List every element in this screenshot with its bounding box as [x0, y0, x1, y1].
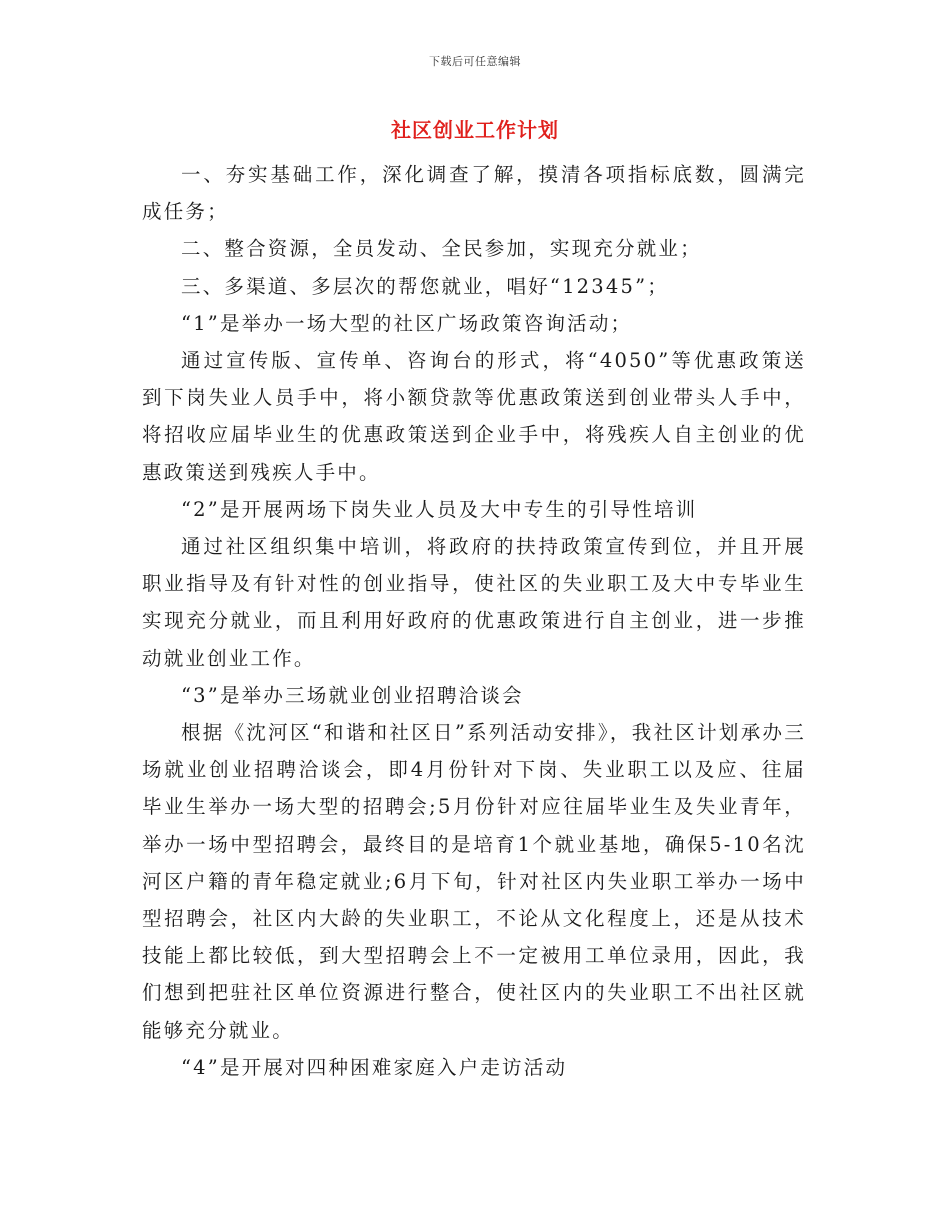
paragraph: “1”是举办一场大型的社区广场政策咨询活动； — [181, 311, 633, 335]
paragraph: “3”是举办三场就业创业招聘洽谈会 — [181, 683, 524, 707]
document-body — [142, 156, 806, 1086]
paragraph: 一、夯实基础工作，深化调查了解，摸清各项指标底数，圆满完成任务； — [142, 163, 806, 224]
paragraph: 通过宣传版、宣传单、咨询台的形式，将“4050”等优惠政策送到下岗失业人员手中，将小额贷款等优惠政策送到创业带头人手中，将招收应届毕业生的优惠政策送到企业手中，将残疾人自主创业的优惠政策送到残疾人手中。 — [142, 349, 806, 484]
paragraph: 根据《沈河区“和谐和社区日”系列活动安排》，我社区计划承办三场就业创业招聘洽谈会，即4月份针对下岗、失业职工以及应、往届毕业生举办一场大型的招聘会;5月份针对应往届毕业生及失业青年，举办一场中型招聘会，最终目的是培育1个就业基地，确保5-10名沈河区户籍的青年稳定就业;6月下旬，针对社区内失业职工举办一场中型招聘会，社区内大龄的失业职工，不论从文化程度上，还是从技术技能上都比较低，到大型招聘会上不一定被用工单位录用，因此，我们想到把驻社区单位资源进行整合，使社区内的失业职工不出社区就能够充分就业。 — [142, 721, 806, 1042]
paragraph: “2”是开展两场下岗失业人员及大中专生的引导性培训 — [181, 497, 698, 521]
page-header-note: 下载后可任意编辑 — [429, 55, 521, 68]
paragraph: 通过社区组织集中培训，将政府的扶持政策宣传到位，并且开展职业指导及有针对性的创业指导，使社区的失业职工及大中专毕业生实现充分就业，而且利用好政府的优惠政策进行自主创业，进一步推动就业创业工作。 — [142, 535, 806, 670]
document-title: 社区创业工作计划 — [391, 118, 559, 142]
paragraph: “4”是开展对四种困难家庭入户走访活动 — [181, 1055, 568, 1079]
paragraph: 二、整合资源，全员发动、全民参加，实现充分就业； — [181, 237, 702, 261]
paragraph: 三、多渠道、多层次的帮您就业，唱好“12345”； — [181, 274, 669, 298]
